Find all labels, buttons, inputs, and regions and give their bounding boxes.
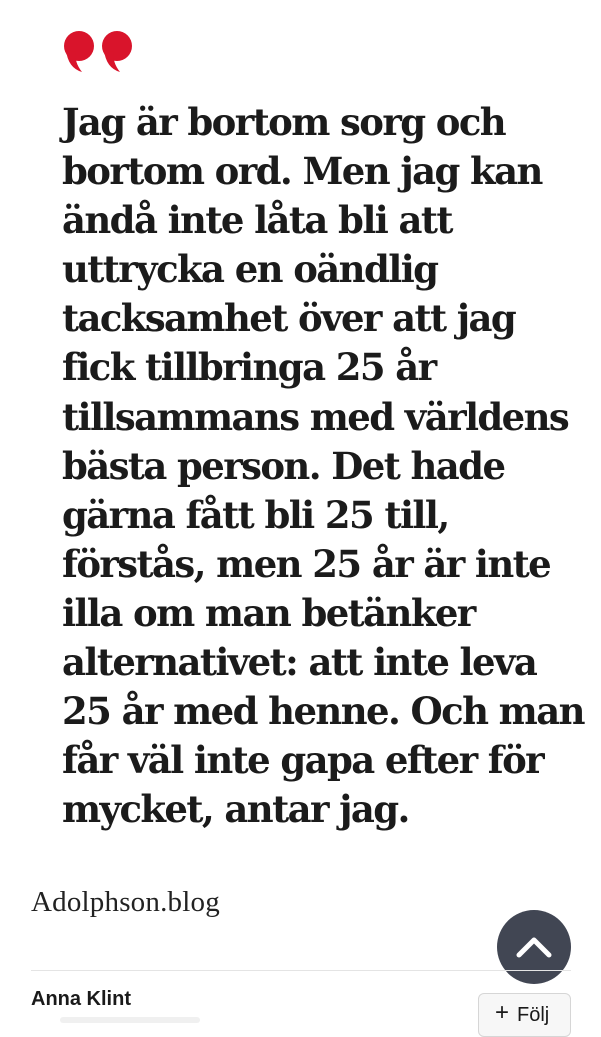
quotation-mark-icon xyxy=(62,30,138,74)
quote-line: får väl inte gapa efter för xyxy=(62,738,544,783)
quote-line: alternativet: att inte leva xyxy=(62,640,537,685)
quote-line: gärna fått bli 25 till, xyxy=(62,492,449,537)
follow-button[interactable] xyxy=(478,993,571,1037)
pull-quote xyxy=(62,98,582,834)
chevron-up-icon xyxy=(516,936,552,958)
quote-line: tillsammans med världens xyxy=(62,394,569,439)
quote-line: uttrycka en oändlig xyxy=(62,247,438,292)
quote-source: Adolphson.blog xyxy=(31,886,220,918)
divider xyxy=(31,970,571,971)
author-meta-placeholder xyxy=(60,1017,200,1023)
quote-line: illa om man betänker xyxy=(62,590,475,635)
plus-icon: + xyxy=(495,999,510,1026)
quote-line: 25 år med henne. Och man xyxy=(62,689,584,734)
quote-line: förstås, men 25 år är inte xyxy=(62,541,551,586)
quote-line: bästa person. Det hade xyxy=(62,443,505,488)
quote-line: Jag är bortom sorg och xyxy=(62,100,506,144)
author-name: Anna Klint xyxy=(31,988,131,1010)
quote-line: mycket, antar jag. xyxy=(62,787,409,832)
scroll-to-top-button[interactable] xyxy=(497,910,571,984)
follow-button-label: Följ xyxy=(517,1004,550,1026)
quote-line: fick tillbringa 25 år xyxy=(62,345,436,390)
quote-line: ändå inte låta bli att xyxy=(62,198,452,243)
quote-line: bortom ord. Men jag kan xyxy=(62,149,542,194)
quote-line: tacksamhet över att jag xyxy=(62,296,516,341)
